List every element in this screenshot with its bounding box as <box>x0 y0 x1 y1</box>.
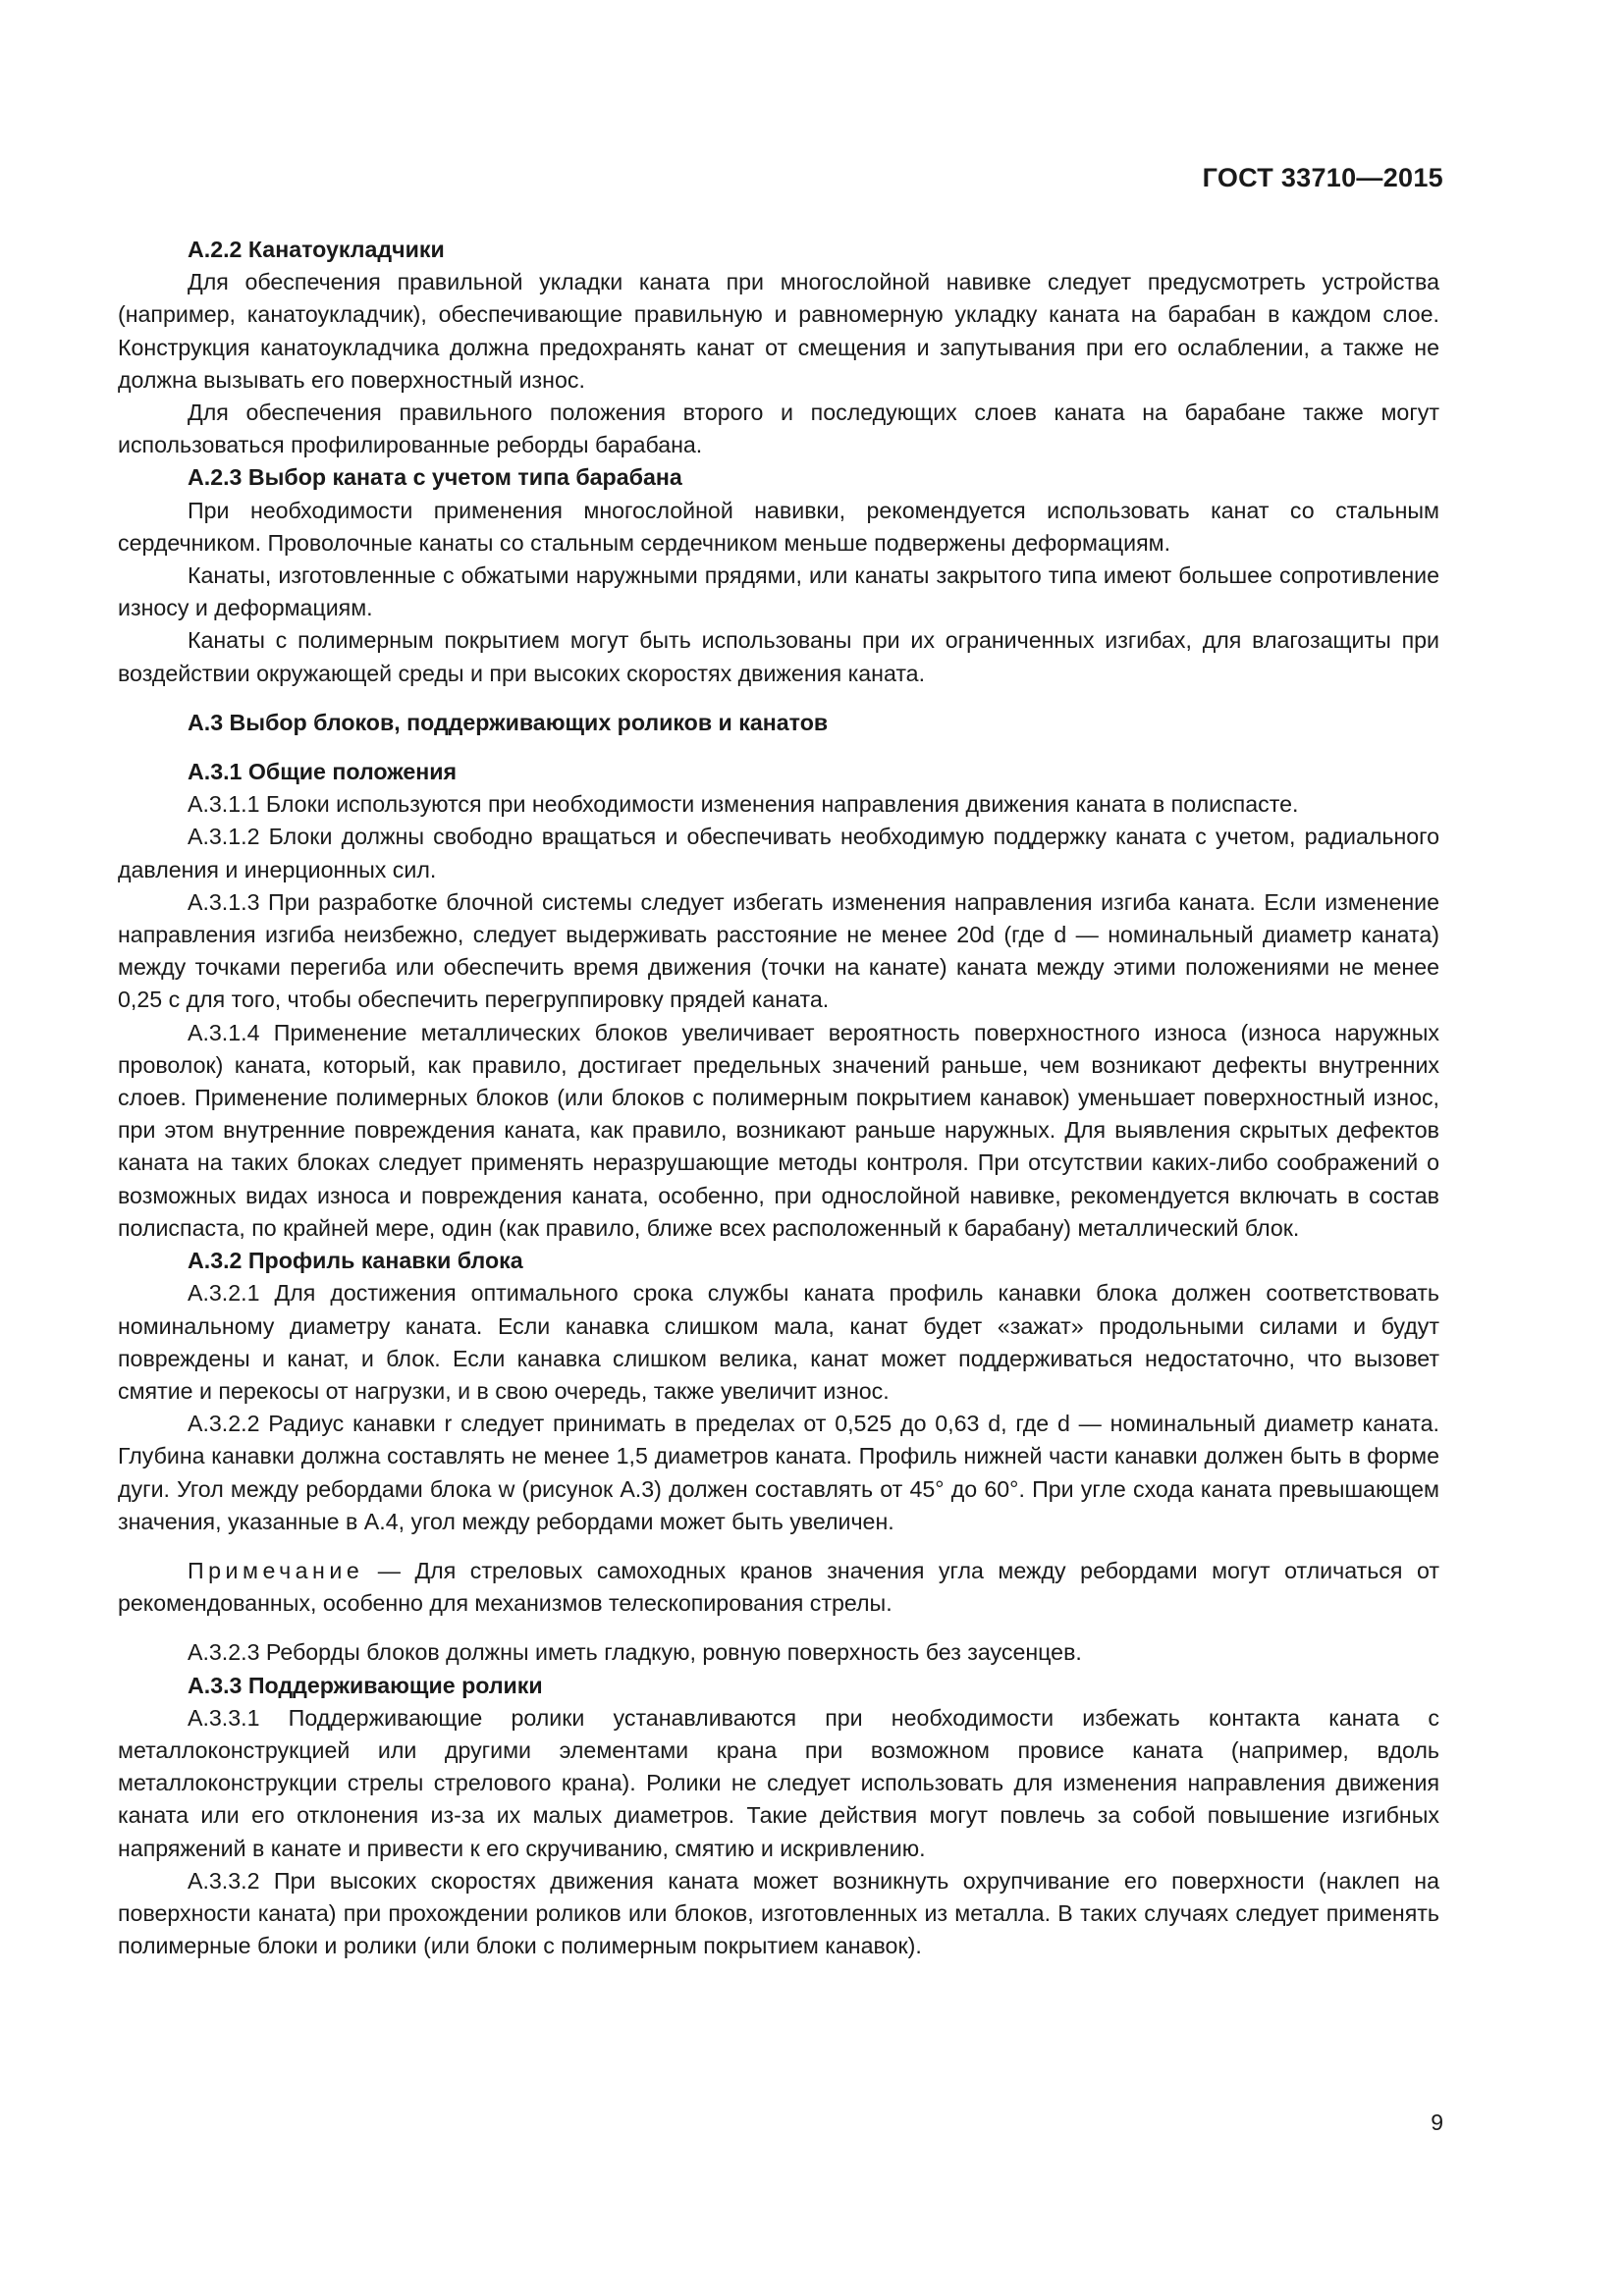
note-text: — Для стреловых самоходных кранов значения угла между ребордами могут отличаться от рекомендованных, особенно для механизмов телескопирования стрелы. <box>118 1557 1439 1617</box>
section-heading-a23: А.2.3 Выбор каната с учетом типа барабана <box>188 464 682 491</box>
note-paragraph <box>118 1555 1439 1620</box>
document-id: ГОСТ 33710—2015 <box>1202 163 1443 192</box>
paragraph: Для обеспечения правильной укладки каната при многослойной навивке следует предусмотреть устройства (например, канатоукладчик), обеспечивающие правильную и равномерную укладку каната на барабан в каждом слое. Конструкция канатоукладчика должна предохранять канат от смещения и запутывания при его ослаблении, а также не должна вызывать его поверхностный износ. <box>118 269 1439 393</box>
section-heading-a32: А.3.2 Профиль канавки блока <box>188 1248 523 1274</box>
document-body <box>118 234 1439 1962</box>
paragraph: А.3.3.2 При высоких скоростях движения каната может возникнуть охрупчивание его поверхности (наклеп на поверхности каната) при прохождении роликов или блоков, изготовленных из металла. В таких случаях следует применять полимерные блоки и ролики (или блоки с полимерным покрытием канавок). <box>118 1867 1439 1959</box>
page-number: 9 <box>1431 2109 1443 2135</box>
paragraph: А.3.2.3 Реборды блоков должны иметь гладкую, ровную поверхность без заусенцев. <box>188 1639 1082 1666</box>
note-label: Примечание <box>188 1557 364 1583</box>
paragraph: А.3.1.1 Блоки используются при необходимости изменения направления движения каната в полиспасте. <box>188 791 1299 818</box>
paragraph: А.3.1.4 Применение металлических блоков увеличивает вероятность поверхностного износа (износа наружных проволок) каната, который, как правило, достигает предельных значений раньше, чем возникают дефекты внутренних слоев. Применение полимерных блоков (или блоков с полимерным покрытием канавок) уменьшает поверхностный износ, при этом внутренние повреждения каната, как правило, возникают раньше наружных. Для выявления скрытых дефектов каната на таких блоках следует применять неразрушающие методы контроля. При отсутствии каких-либо соображений о возможных видах износа и повреждения каната, особенно, при однослойной навивке, рекомендуется включать в состав полиспаста, по крайней мере, один (как правило, ближе всех расположенный к барабану) металлический блок. <box>118 1019 1439 1241</box>
paragraph: Канаты с полимерным покрытием могут быть использованы при их ограниченных изгибах, для влагозащиты при воздействии окружающей среды и при высоких скоростях движения каната. <box>118 627 1439 686</box>
section-heading-a33: А.3.3 Поддерживающие ролики <box>188 1672 543 1698</box>
paragraph: А.3.2.1 Для достижения оптимального срока службы каната профиль канавки блока должен соответствовать номинальному диаметру каната. Если канавка слишком мала, канат будет «зажат» продольными силами и будут повреждены и канат, и блок. Если канавка слишком велика, канат может поддерживаться недостаточно, что вызовет смятие и перекосы от нагрузки, и в свою очередь, также увеличит износ. <box>118 1280 1439 1404</box>
paragraph: Канаты, изготовленные с обжатыми наружными прядями, или канаты закрытого типа имеют большее сопротивление износу и деформациям. <box>118 562 1439 621</box>
paragraph: Для обеспечения правильного положения второго и последующих слоев каната на барабане также могут использоваться профилированные реборды барабана. <box>118 400 1439 458</box>
section-heading-a31: А.3.1 Общие положения <box>188 759 458 785</box>
paragraph: А.3.1.3 При разработке блочной системы следует избегать изменения направления изгиба каната. Если изменение направления изгиба неизбежно, следует выдерживать расстояние не менее 20d (где d — номинальный диаметр каната) между точками перегиба или обеспечить время движения (точки на канате) каната между этими положениями не менее 0,25 с для того, чтобы обеспечить перегруппировку прядей каната. <box>118 888 1439 1013</box>
paragraph: А.3.2.2 Радиус канавки r следует принимать в пределах от 0,525 до 0,63 d, где d — номинальный диаметр каната. Глубина канавки должна составлять не менее 1,5 диаметров каната. Профиль нижней части канавки должен быть в форме дуги. Угол между ребордами блока w (рисунок А.3) должен составлять от 45° до 60°. При угле схода каната превышающем значения, указанные в А.4, угол между ребордами может быть увеличен. <box>118 1411 1439 1534</box>
section-heading-a3: А.3 Выбор блоков, поддерживающих роликов и канатов <box>188 709 829 735</box>
paragraph: При необходимости применения многослойной навивки, рекомендуется использовать канат со стальным сердечником. Проволочные канаты со стальным сердечником меньше подвержены деформациям. <box>118 497 1439 556</box>
paragraph: А.3.1.2 Блоки должны свободно вращаться и обеспечивать необходимую поддержку каната с учетом, радиального давления и инерционных сил. <box>118 824 1439 882</box>
paragraph: А.3.3.1 Поддерживающие ролики устанавливаются при необходимости избежать контакта каната с металлоконструкцией или другими элементами крана при возможном провисе каната (например, вдоль металлоконструкции стрелы стрелового крана). Ролики не следует использовать для изменения направления движения каната или его отклонения из-за их малых диаметров. Такие действия могут повлечь за собой повышение изгибных напряжений в канате и привести к его скручиванию, смятию и искривлению. <box>118 1704 1439 1861</box>
section-heading-a22: А.2.2 Канатоукладчики <box>188 237 445 262</box>
